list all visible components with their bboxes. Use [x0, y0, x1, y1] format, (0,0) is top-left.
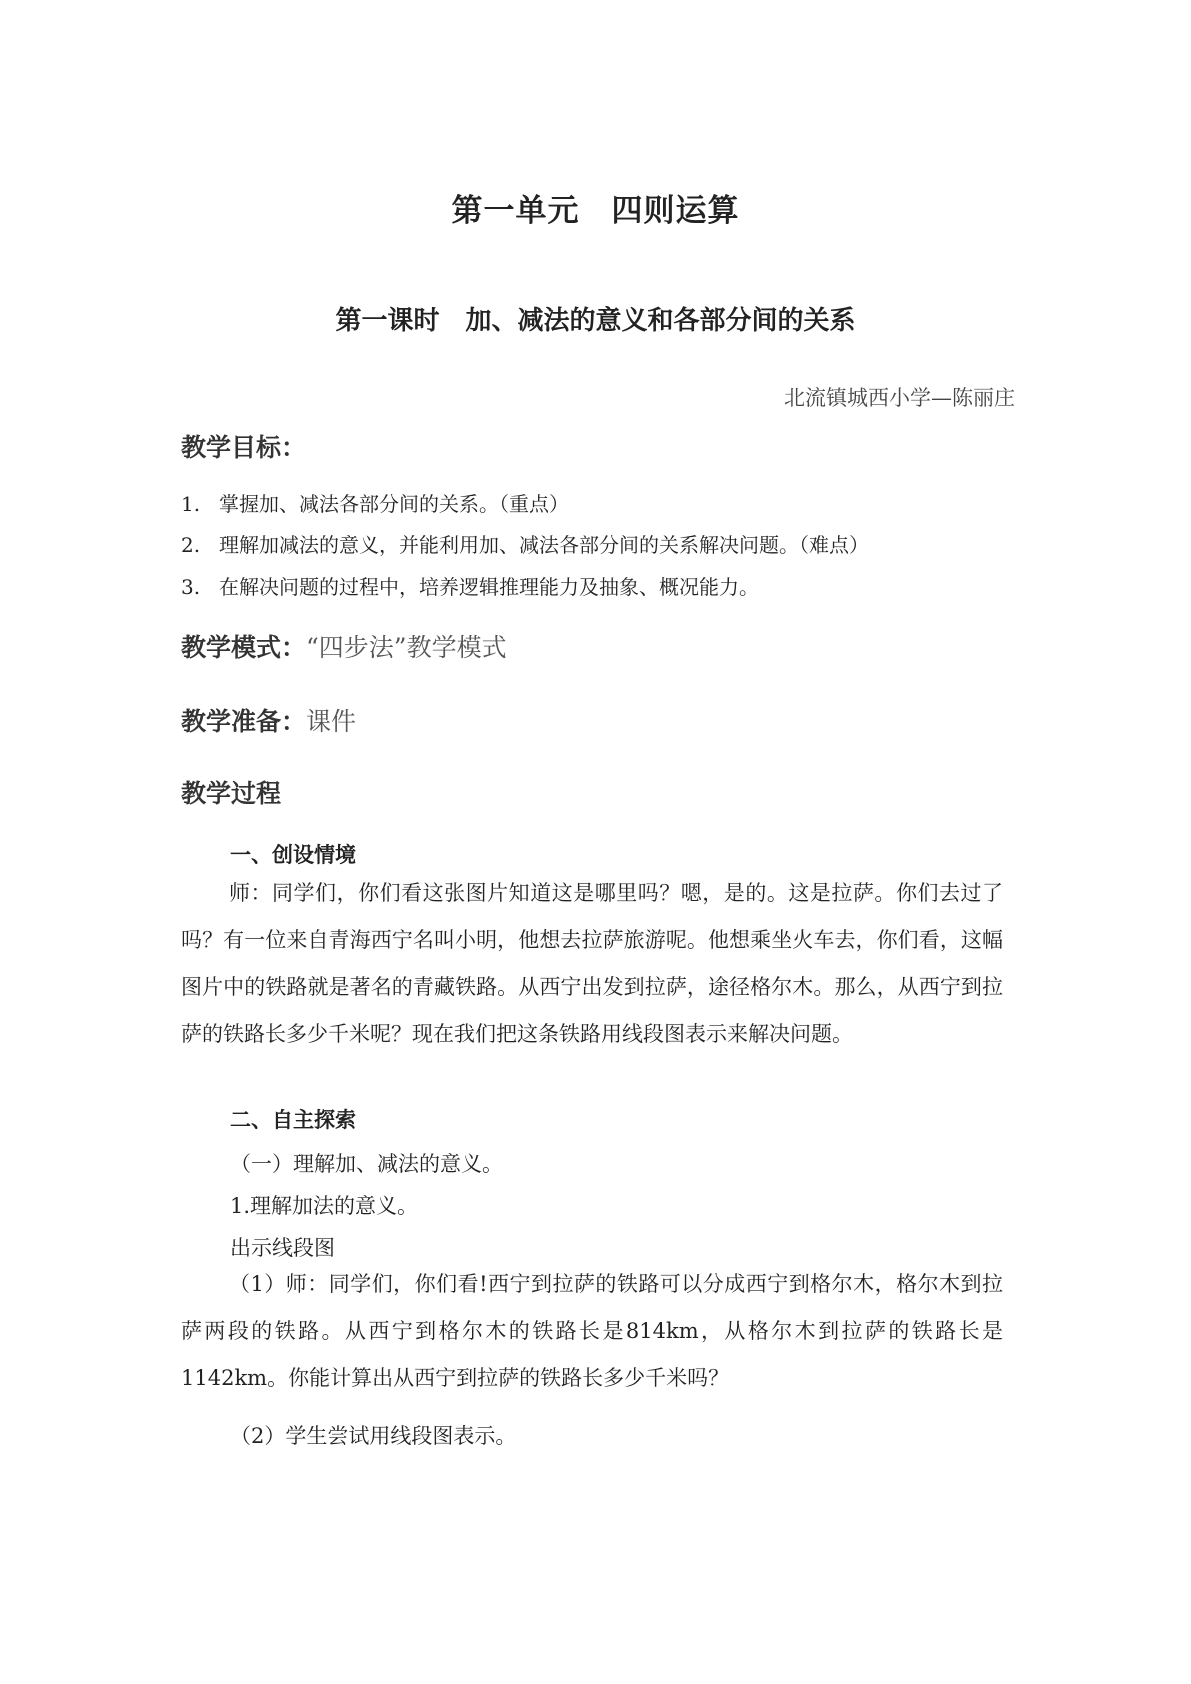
unit-title: 第一单元 四则运算 [451, 193, 740, 229]
section-2-line-2: 1.理解加法的意义。 [230, 1194, 419, 1218]
teaching-mode-label: 教学模式： [181, 633, 307, 662]
section-2-paragraph: （1）师：同学们，你们看!西宁到拉萨的铁路可以分成西宁到格尔木，格尔木到拉萨两段的铁路。从西宁到格尔木的铁路长是814km，从格尔木到拉萨的铁路长是1142km。你能计算出从西宁到拉萨的铁路长多少千米吗？ [181, 1272, 1003, 1390]
lesson-title: 第一课时 加、减法的意义和各部分间的关系 [335, 306, 856, 336]
process-heading: 教学过程 [181, 779, 282, 808]
section-1-title: 一、创设情境 [230, 843, 356, 867]
objective-text: 在解决问题的过程中，培养逻辑推理能力及抽象、概况能力。 [219, 575, 759, 599]
teaching-prep-label: 教学准备： [181, 707, 307, 736]
section-2-line-3: 出示线段图 [230, 1236, 335, 1260]
section-1-paragraph: 师：同学们，你们看这张图片知道这是哪里吗？嗯，是的。这是拉萨。你们去过了吗？有一位来自青海西宁名叫小明，他想去拉萨旅游呢。他想乘坐火车去，你们看，这幅图片中的铁路就是著名的青藏铁路。从西宁出发到拉萨，途径格尔木。那么，从西宁到拉萨的铁路长多少千米呢？现在我们把这条铁路用线段图表示来解决问题。 [181, 881, 1003, 1046]
objective-item-2 [181, 529, 869, 558]
section-2-line-4: （2）学生尝试用线段图表示。 [230, 1424, 517, 1448]
objective-text: 掌握加、减法各部分间的关系。（重点） [219, 492, 569, 516]
objectives-heading: 教学目标： [181, 433, 307, 462]
section-2-title: 二、自主探索 [230, 1108, 356, 1132]
teaching-mode-value: “四步法”教学模式 [306, 633, 507, 662]
objective-item-1 [181, 488, 569, 517]
objective-item-3 [181, 571, 759, 600]
section-2-line-1: （一）理解加、减法的意义。 [230, 1152, 503, 1176]
teaching-prep-value: 课件 [306, 707, 357, 736]
objective-number: 3. [181, 575, 201, 599]
objective-text: 理解加减法的意义，并能利用加、减法各部分间的关系解决问题。（难点） [219, 533, 869, 557]
author-line: 北流镇城西小学—陈丽庄 [784, 386, 1015, 410]
objective-number: 2. [181, 533, 201, 557]
teaching-prep [181, 702, 356, 738]
teaching-mode [181, 628, 507, 664]
objective-number: 1. [181, 492, 201, 516]
